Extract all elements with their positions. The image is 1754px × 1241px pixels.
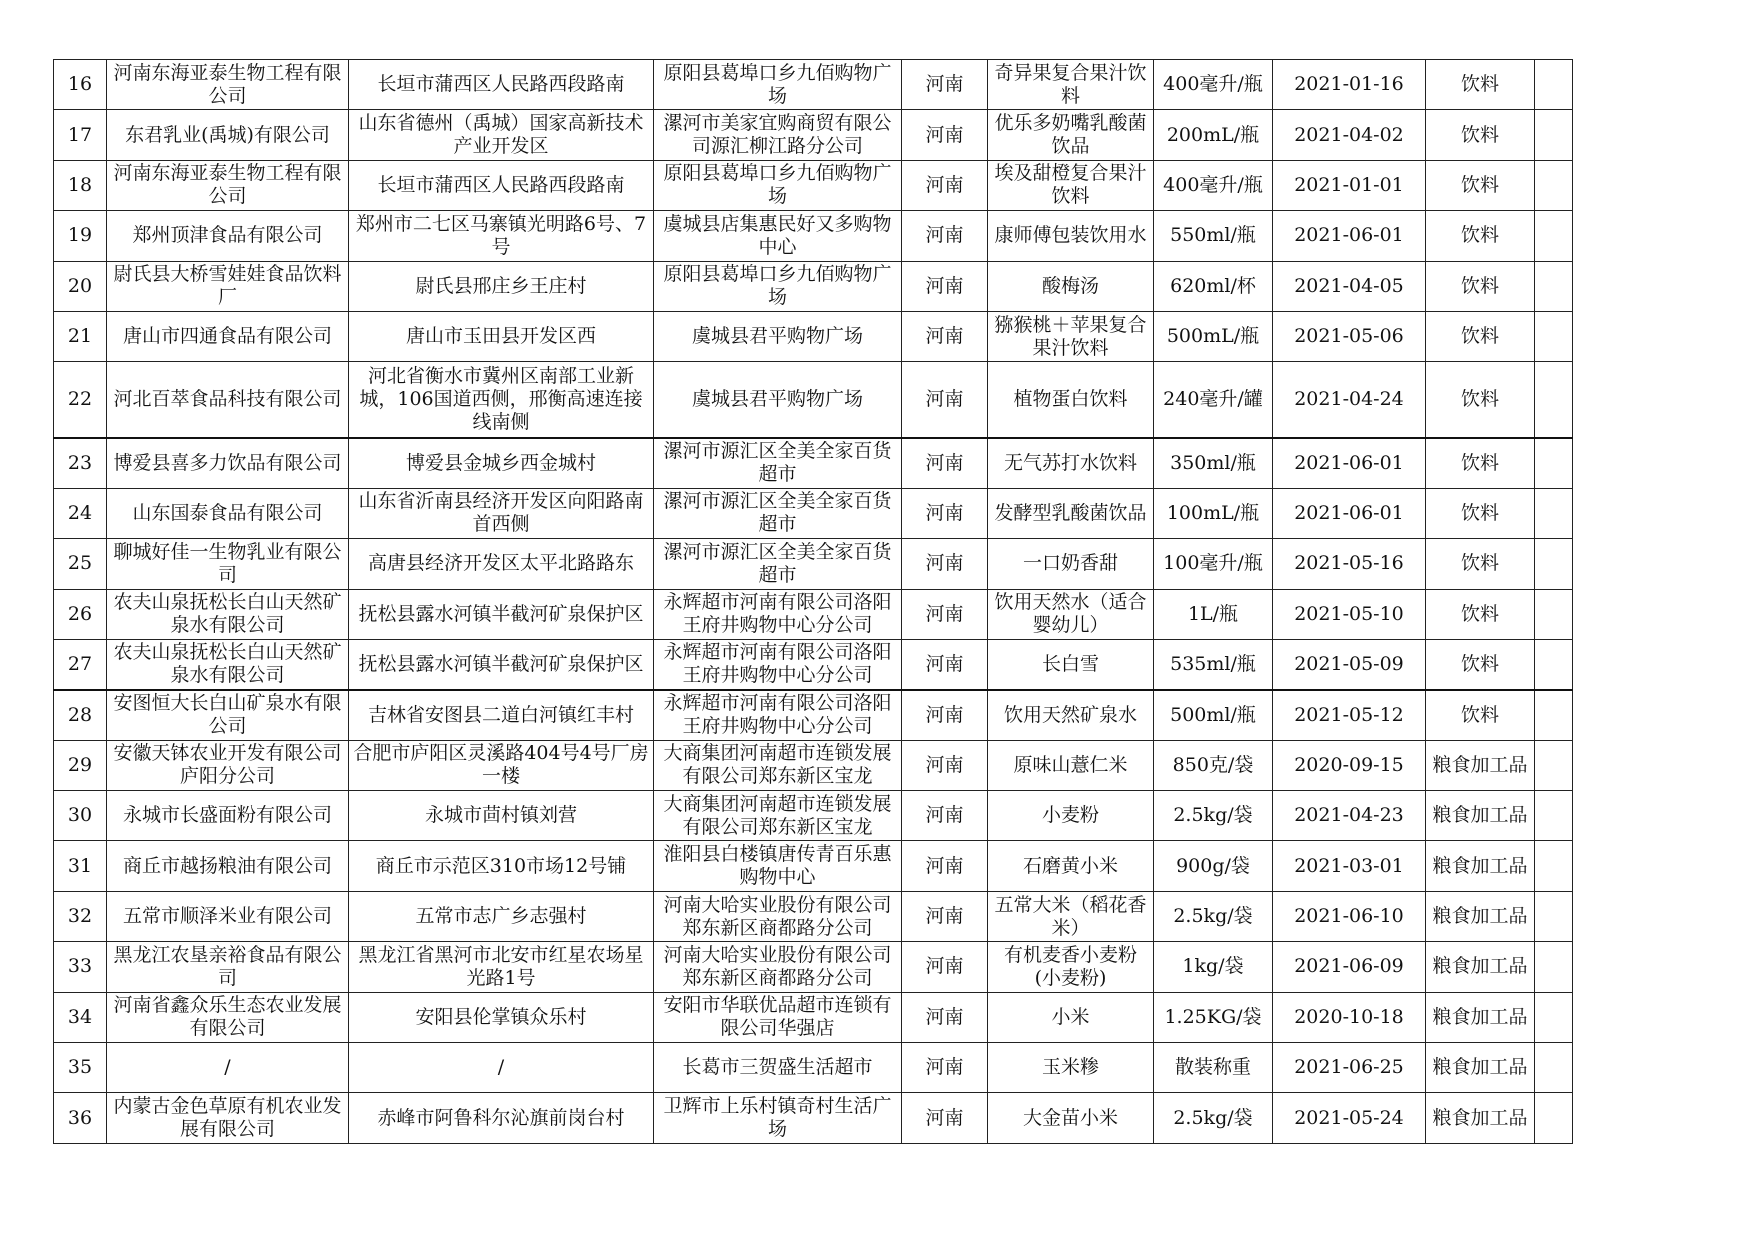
table-row — [54, 841, 1573, 891]
producer-address-cell: 长垣市蒲西区人民路西段路南 — [349, 60, 654, 110]
product-name-cell: 一口奶香甜 — [988, 539, 1154, 589]
production-date-cell: 2021-05-09 — [1273, 639, 1426, 689]
note-cell — [1535, 488, 1573, 538]
production-date-cell: 2021-04-24 — [1273, 362, 1426, 438]
producer-address-cell: 郑州市二七区马寨镇光明路6号、7号 — [349, 211, 654, 261]
producer-name-cell: 尉氏县大桥雪娃娃食品饮料厂 — [107, 261, 349, 311]
table-row — [54, 639, 1573, 689]
specification-cell: 620ml/杯 — [1154, 261, 1273, 311]
producer-address-cell: 山东省沂南县经济开发区向阳路南首西侧 — [349, 488, 654, 538]
category-cell: 饮料 — [1426, 261, 1535, 311]
category-cell: 粮食加工品 — [1426, 841, 1535, 891]
producer-name-cell: 永城市长盛面粉有限公司 — [107, 791, 349, 841]
category-cell: 饮料 — [1426, 488, 1535, 538]
specification-cell: 550ml/瓶 — [1154, 211, 1273, 261]
row-number-cell: 32 — [54, 891, 107, 941]
producer-name-cell: 农夫山泉抚松长白山天然矿泉水有限公司 — [107, 589, 349, 639]
production-date-cell: 2021-04-23 — [1273, 791, 1426, 841]
row-number-cell: 29 — [54, 740, 107, 790]
producer-address-cell: 抚松县露水河镇半截河矿泉保护区 — [349, 589, 654, 639]
producer-name-cell: 河南省鑫众乐生态农业发展有限公司 — [107, 992, 349, 1042]
province-cell: 河南 — [902, 992, 988, 1042]
specification-cell: 535ml/瓶 — [1154, 639, 1273, 689]
note-cell — [1535, 791, 1573, 841]
category-cell: 饮料 — [1426, 589, 1535, 639]
sampled-unit-cell: 河南大哈实业股份有限公司郑东新区商都路分公司 — [654, 942, 902, 992]
specification-cell: 散装称重 — [1154, 1043, 1273, 1093]
province-cell: 河南 — [902, 740, 988, 790]
sampled-unit-cell: 安阳市华联优品超市连锁有限公司华强店 — [654, 992, 902, 1042]
row-number-cell: 25 — [54, 539, 107, 589]
sampled-unit-cell: 大商集团河南超市连锁发展有限公司郑东新区宝龙 — [654, 791, 902, 841]
sampled-unit-cell: 漯河市美家宜购商贸有限公司源汇柳江路分公司 — [654, 110, 902, 160]
category-cell: 粮食加工品 — [1426, 942, 1535, 992]
sampled-unit-cell: 漯河市源汇区全美全家百货超市 — [654, 438, 902, 488]
note-cell — [1535, 639, 1573, 689]
producer-address-cell: 安阳县伦掌镇众乐村 — [349, 992, 654, 1042]
production-date-cell: 2021-05-10 — [1273, 589, 1426, 639]
province-cell: 河南 — [902, 261, 988, 311]
producer-name-cell: 黑龙江农垦亲裕食品有限公司 — [107, 942, 349, 992]
product-name-cell: 猕猴桃＋苹果复合果汁饮料 — [988, 311, 1154, 361]
specification-cell: 1kg/袋 — [1154, 942, 1273, 992]
table-body — [54, 60, 1573, 1144]
table-row — [54, 488, 1573, 538]
row-number-cell: 23 — [54, 438, 107, 488]
note-cell — [1535, 160, 1573, 210]
row-number-cell: 17 — [54, 110, 107, 160]
category-cell: 粮食加工品 — [1426, 1093, 1535, 1143]
production-date-cell: 2021-01-01 — [1273, 160, 1426, 210]
producer-name-cell: 商丘市越扬粮油有限公司 — [107, 841, 349, 891]
category-cell: 饮料 — [1426, 110, 1535, 160]
table-row — [54, 362, 1573, 438]
product-name-cell: 发酵型乳酸菌饮品 — [988, 488, 1154, 538]
row-number-cell: 27 — [54, 639, 107, 689]
producer-name-cell: 农夫山泉抚松长白山天然矿泉水有限公司 — [107, 639, 349, 689]
category-cell: 饮料 — [1426, 60, 1535, 110]
province-cell: 河南 — [902, 311, 988, 361]
specification-cell: 350ml/瓶 — [1154, 438, 1273, 488]
specification-cell: 1.25KG/袋 — [1154, 992, 1273, 1042]
province-cell: 河南 — [902, 841, 988, 891]
producer-name-cell: 内蒙古金色草原有机农业发展有限公司 — [107, 1093, 349, 1143]
production-date-cell: 2021-06-01 — [1273, 438, 1426, 488]
product-name-cell: 有机麦香小麦粉(小麦粉) — [988, 942, 1154, 992]
sampled-unit-cell: 虞城县君平购物广场 — [654, 311, 902, 361]
province-cell: 河南 — [902, 211, 988, 261]
producer-name-cell: 山东国泰食品有限公司 — [107, 488, 349, 538]
table-row — [54, 1043, 1573, 1093]
specification-cell: 400毫升/瓶 — [1154, 160, 1273, 210]
row-number-cell: 22 — [54, 362, 107, 438]
table-row — [54, 60, 1573, 110]
table-row — [54, 261, 1573, 311]
category-cell: 饮料 — [1426, 639, 1535, 689]
sampling-results-table — [53, 59, 1573, 1144]
province-cell: 河南 — [902, 791, 988, 841]
specification-cell: 240毫升/罐 — [1154, 362, 1273, 438]
producer-name-cell: 河北百萃食品科技有限公司 — [107, 362, 349, 438]
production-date-cell: 2021-06-01 — [1273, 211, 1426, 261]
specification-cell: 850克/袋 — [1154, 740, 1273, 790]
table-row — [54, 942, 1573, 992]
sampled-unit-cell: 原阳县葛埠口乡九佰购物广场 — [654, 261, 902, 311]
table-row — [54, 160, 1573, 210]
producer-address-cell: 黑龙江省黑河市北安市红星农场星光路1号 — [349, 942, 654, 992]
production-date-cell: 2021-04-05 — [1273, 261, 1426, 311]
table-row — [54, 311, 1573, 361]
category-cell: 饮料 — [1426, 362, 1535, 438]
producer-address-cell: / — [349, 1043, 654, 1093]
specification-cell: 100毫升/瓶 — [1154, 539, 1273, 589]
province-cell: 河南 — [902, 639, 988, 689]
province-cell: 河南 — [902, 60, 988, 110]
sampled-unit-cell: 永辉超市河南有限公司洛阳王府井购物中心分公司 — [654, 639, 902, 689]
row-number-cell: 18 — [54, 160, 107, 210]
sampled-unit-cell: 长葛市三贺盛生活超市 — [654, 1043, 902, 1093]
producer-address-cell: 尉氏县邢庄乡王庄村 — [349, 261, 654, 311]
note-cell — [1535, 992, 1573, 1042]
producer-address-cell: 山东省德州（禹城）国家高新技术产业开发区 — [349, 110, 654, 160]
producer-address-cell: 永城市茴村镇刘营 — [349, 791, 654, 841]
specification-cell: 2.5kg/袋 — [1154, 891, 1273, 941]
row-number-cell: 33 — [54, 942, 107, 992]
producer-address-cell: 博爱县金城乡西金城村 — [349, 438, 654, 488]
product-name-cell: 石磨黄小米 — [988, 841, 1154, 891]
production-date-cell: 2021-06-10 — [1273, 891, 1426, 941]
province-cell: 河南 — [902, 160, 988, 210]
sampled-unit-cell: 漯河市源汇区全美全家百货超市 — [654, 539, 902, 589]
sampled-unit-cell: 原阳县葛埠口乡九佰购物广场 — [654, 60, 902, 110]
row-number-cell: 24 — [54, 488, 107, 538]
product-name-cell: 埃及甜橙复合果汁饮料 — [988, 160, 1154, 210]
category-cell: 饮料 — [1426, 311, 1535, 361]
table-row — [54, 438, 1573, 488]
specification-cell: 200mL/瓶 — [1154, 110, 1273, 160]
row-number-cell: 31 — [54, 841, 107, 891]
row-number-cell: 16 — [54, 60, 107, 110]
note-cell — [1535, 841, 1573, 891]
production-date-cell: 2021-01-16 — [1273, 60, 1426, 110]
producer-address-cell: 长垣市蒲西区人民路西段路南 — [349, 160, 654, 210]
product-name-cell: 小米 — [988, 992, 1154, 1042]
category-cell: 粮食加工品 — [1426, 1043, 1535, 1093]
row-number-cell: 20 — [54, 261, 107, 311]
row-number-cell: 34 — [54, 992, 107, 1042]
production-date-cell: 2021-05-16 — [1273, 539, 1426, 589]
table-row — [54, 110, 1573, 160]
note-cell — [1535, 110, 1573, 160]
product-name-cell: 康师傅包装饮用水 — [988, 211, 1154, 261]
sampled-unit-cell: 大商集团河南超市连锁发展有限公司郑东新区宝龙 — [654, 740, 902, 790]
province-cell: 河南 — [902, 1043, 988, 1093]
product-name-cell: 大金苗小米 — [988, 1093, 1154, 1143]
row-number-cell: 35 — [54, 1043, 107, 1093]
sampled-unit-cell: 漯河市源汇区全美全家百货超市 — [654, 488, 902, 538]
production-date-cell: 2021-06-09 — [1273, 942, 1426, 992]
production-date-cell: 2020-10-18 — [1273, 992, 1426, 1042]
sampled-unit-cell: 河南大哈实业股份有限公司郑东新区商都路分公司 — [654, 891, 902, 941]
province-cell: 河南 — [902, 438, 988, 488]
producer-name-cell: 安图恒大长白山矿泉水有限公司 — [107, 690, 349, 740]
specification-cell: 2.5kg/袋 — [1154, 1093, 1273, 1143]
note-cell — [1535, 60, 1573, 110]
province-cell: 河南 — [902, 362, 988, 438]
table-row — [54, 211, 1573, 261]
category-cell: 饮料 — [1426, 211, 1535, 261]
category-cell: 饮料 — [1426, 539, 1535, 589]
province-cell: 河南 — [902, 1093, 988, 1143]
specification-cell: 100mL/瓶 — [1154, 488, 1273, 538]
note-cell — [1535, 211, 1573, 261]
province-cell: 河南 — [902, 690, 988, 740]
category-cell: 饮料 — [1426, 690, 1535, 740]
production-date-cell: 2021-05-06 — [1273, 311, 1426, 361]
producer-address-cell: 河北省衡水市冀州区南部工业新城，106国道西侧，邢衡高速连接线南侧 — [349, 362, 654, 438]
specification-cell: 2.5kg/袋 — [1154, 791, 1273, 841]
table-row — [54, 1093, 1573, 1143]
production-date-cell: 2021-06-01 — [1273, 488, 1426, 538]
producer-name-cell: 郑州顶津食品有限公司 — [107, 211, 349, 261]
producer-name-cell: 东君乳业(禹城)有限公司 — [107, 110, 349, 160]
producer-name-cell: 安徽天钵农业开发有限公司庐阳分公司 — [107, 740, 349, 790]
specification-cell: 500ml/瓶 — [1154, 690, 1273, 740]
product-name-cell: 长白雪 — [988, 639, 1154, 689]
table-row — [54, 740, 1573, 790]
producer-address-cell: 赤峰市阿鲁科尔沁旗前岗台村 — [349, 1093, 654, 1143]
row-number-cell: 21 — [54, 311, 107, 361]
note-cell — [1535, 311, 1573, 361]
row-number-cell: 36 — [54, 1093, 107, 1143]
product-name-cell: 无气苏打水饮料 — [988, 438, 1154, 488]
product-name-cell: 优乐多奶嘴乳酸菌饮品 — [988, 110, 1154, 160]
province-cell: 河南 — [902, 891, 988, 941]
producer-name-cell: 聊城好佳一生物乳业有限公司 — [107, 539, 349, 589]
sampled-unit-cell: 永辉超市河南有限公司洛阳王府井购物中心分公司 — [654, 690, 902, 740]
product-name-cell: 饮用天然水（适合婴幼儿） — [988, 589, 1154, 639]
note-cell — [1535, 362, 1573, 438]
sampled-unit-cell: 原阳县葛埠口乡九佰购物广场 — [654, 160, 902, 210]
product-name-cell: 玉米糁 — [988, 1043, 1154, 1093]
row-number-cell: 26 — [54, 589, 107, 639]
specification-cell: 900g/袋 — [1154, 841, 1273, 891]
row-number-cell: 28 — [54, 690, 107, 740]
specification-cell: 400毫升/瓶 — [1154, 60, 1273, 110]
production-date-cell: 2021-05-12 — [1273, 690, 1426, 740]
province-cell: 河南 — [902, 589, 988, 639]
product-name-cell: 饮用天然矿泉水 — [988, 690, 1154, 740]
category-cell: 饮料 — [1426, 160, 1535, 210]
product-name-cell: 五常大米（稻花香米） — [988, 891, 1154, 941]
note-cell — [1535, 1093, 1573, 1143]
production-date-cell: 2021-06-25 — [1273, 1043, 1426, 1093]
note-cell — [1535, 740, 1573, 790]
table-row — [54, 992, 1573, 1042]
sampled-unit-cell: 虞城县君平购物广场 — [654, 362, 902, 438]
producer-address-cell: 抚松县露水河镇半截河矿泉保护区 — [349, 639, 654, 689]
category-cell: 粮食加工品 — [1426, 891, 1535, 941]
producer-address-cell: 唐山市玉田县开发区西 — [349, 311, 654, 361]
note-cell — [1535, 1043, 1573, 1093]
production-date-cell: 2021-03-01 — [1273, 841, 1426, 891]
row-number-cell: 19 — [54, 211, 107, 261]
sampled-unit-cell: 永辉超市河南有限公司洛阳王府井购物中心分公司 — [654, 589, 902, 639]
product-name-cell: 植物蛋白饮料 — [988, 362, 1154, 438]
category-cell: 粮食加工品 — [1426, 740, 1535, 790]
production-date-cell: 2021-04-02 — [1273, 110, 1426, 160]
table-row — [54, 791, 1573, 841]
producer-address-cell: 商丘市示范区310市场12号铺 — [349, 841, 654, 891]
producer-name-cell: 河南东海亚泰生物工程有限公司 — [107, 60, 349, 110]
specification-cell: 1L/瓶 — [1154, 589, 1273, 639]
sampled-unit-cell: 淮阳县白楼镇唐传青百乐惠购物中心 — [654, 841, 902, 891]
production-date-cell: 2020-09-15 — [1273, 740, 1426, 790]
note-cell — [1535, 438, 1573, 488]
table-row — [54, 539, 1573, 589]
producer-name-cell: 河南东海亚泰生物工程有限公司 — [107, 160, 349, 210]
product-name-cell: 奇异果复合果汁饮料 — [988, 60, 1154, 110]
sampled-unit-cell: 虞城县店集惠民好又多购物中心 — [654, 211, 902, 261]
note-cell — [1535, 690, 1573, 740]
producer-name-cell: 博爱县喜多力饮品有限公司 — [107, 438, 349, 488]
note-cell — [1535, 539, 1573, 589]
category-cell: 粮食加工品 — [1426, 791, 1535, 841]
product-name-cell: 小麦粉 — [988, 791, 1154, 841]
product-name-cell: 酸梅汤 — [988, 261, 1154, 311]
producer-address-cell: 合肥市庐阳区灵溪路404号4号厂房一楼 — [349, 740, 654, 790]
producer-name-cell: / — [107, 1043, 349, 1093]
production-date-cell: 2021-05-24 — [1273, 1093, 1426, 1143]
note-cell — [1535, 261, 1573, 311]
product-name-cell: 原味山薏仁米 — [988, 740, 1154, 790]
table-row — [54, 690, 1573, 740]
province-cell: 河南 — [902, 110, 988, 160]
province-cell: 河南 — [902, 942, 988, 992]
producer-name-cell: 唐山市四通食品有限公司 — [107, 311, 349, 361]
table-row — [54, 891, 1573, 941]
province-cell: 河南 — [902, 488, 988, 538]
note-cell — [1535, 589, 1573, 639]
specification-cell: 500mL/瓶 — [1154, 311, 1273, 361]
row-number-cell: 30 — [54, 791, 107, 841]
producer-address-cell: 五常市志广乡志强村 — [349, 891, 654, 941]
note-cell — [1535, 942, 1573, 992]
producer-address-cell: 吉林省安图县二道白河镇红丰村 — [349, 690, 654, 740]
category-cell: 粮食加工品 — [1426, 992, 1535, 1042]
table-row — [54, 589, 1573, 639]
province-cell: 河南 — [902, 539, 988, 589]
category-cell: 饮料 — [1426, 438, 1535, 488]
note-cell — [1535, 891, 1573, 941]
producer-name-cell: 五常市顺泽米业有限公司 — [107, 891, 349, 941]
producer-address-cell: 高唐县经济开发区太平北路路东 — [349, 539, 654, 589]
sampled-unit-cell: 卫辉市上乐村镇奇村生活广场 — [654, 1093, 902, 1143]
